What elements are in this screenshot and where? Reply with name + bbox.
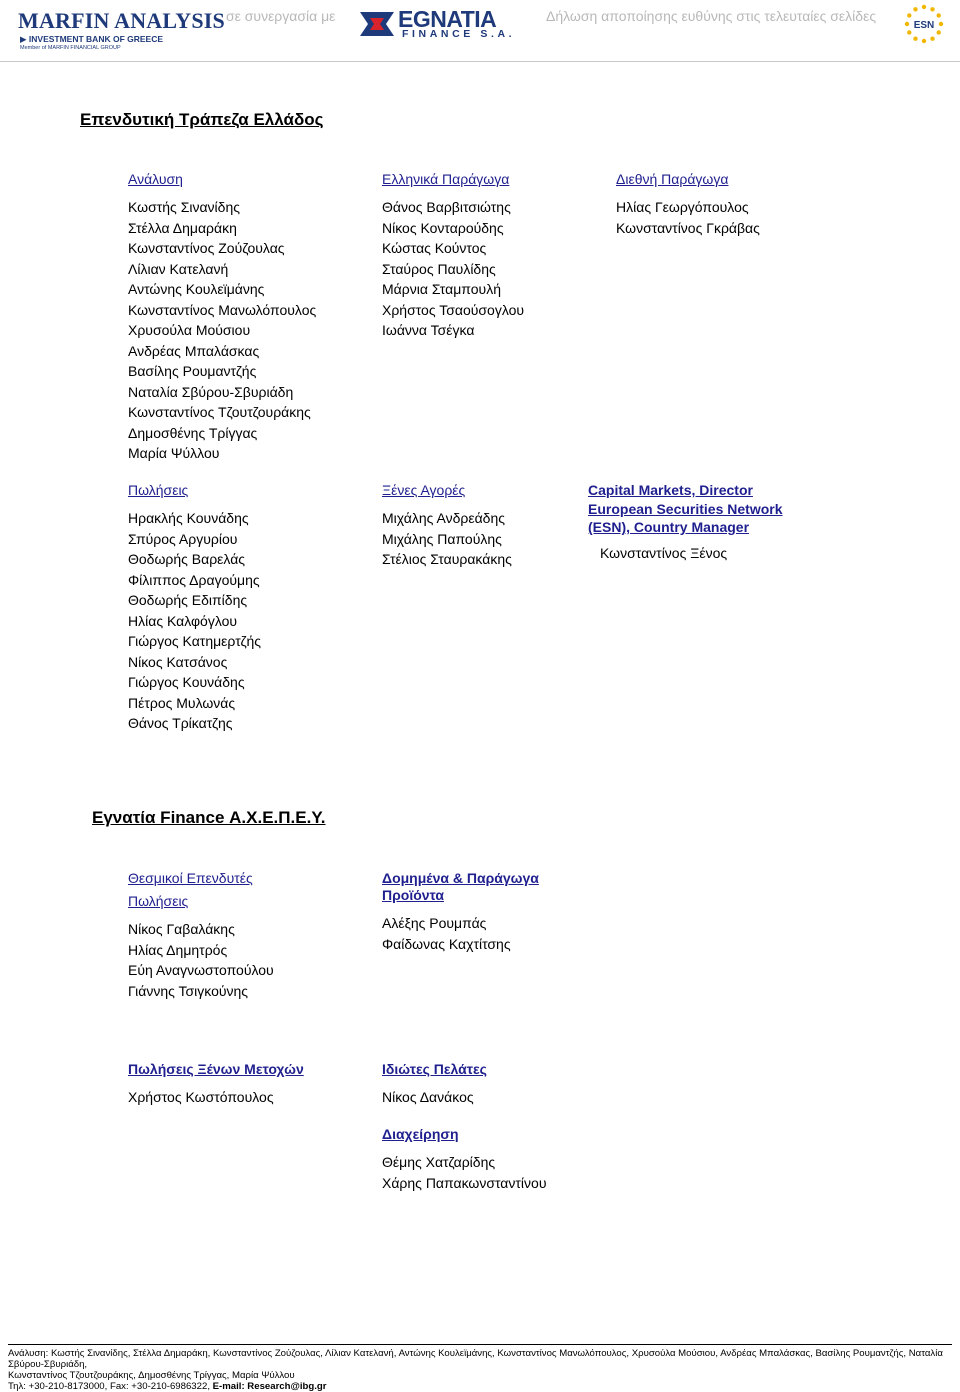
list-item: Χρήστος Κωστόπουλος — [128, 1089, 274, 1105]
analysis-heading: Ανάλυση — [128, 171, 183, 187]
list-item: Θοδωρής Εδιπίδης — [128, 592, 248, 608]
analysis-names — [128, 197, 316, 464]
structured-products-heading-line2: Προϊόντα — [382, 887, 445, 903]
list-item: Μάρνια Σταμπουλή — [382, 281, 501, 297]
esn-network-heading: European Securities Network — [588, 501, 783, 517]
list-item: Ηλίας Καλφόγλου — [128, 612, 238, 629]
page-header — [0, 0, 960, 62]
list-item: Κωνσταντίνος Τζουτζουράκης — [128, 404, 311, 420]
greek-derivatives-heading: Ελληνικά Παράγωγα — [382, 171, 510, 187]
list-item: Λίλιαν Κατελανή — [128, 260, 229, 277]
egnatia-logo-subtitle: FINANCE S.A. — [402, 28, 516, 40]
list-item: Θέμης Χατζαρίδης — [382, 1154, 496, 1170]
list-item: Νίκος Κονταρούδης — [382, 219, 504, 236]
list-item: Βασίλης Ρουμαντζής — [128, 363, 257, 379]
list-item: Ηλίας Δημητρός — [128, 941, 228, 958]
esn-logo-label: ESN — [913, 20, 935, 31]
foreign-equity-sales-names — [128, 1087, 304, 1108]
list-item: Ηρακλής Κουνάδης — [128, 510, 249, 526]
list-item: Φαίδωνας Καχτίτσης — [382, 935, 511, 952]
list-item: Χρυσούλα Μούσιου — [128, 322, 251, 338]
intl-derivatives-column — [616, 171, 760, 238]
egnatia-mark-icon — [360, 10, 394, 38]
collaboration-text: σε συνεργασία με — [226, 8, 336, 24]
list-item: Χάρης Παπακωνσταντίνου — [382, 1174, 547, 1191]
list-item: Νίκος Δανάκος — [382, 1089, 474, 1105]
egnatia-logo-name: EGNATIA — [398, 6, 497, 32]
list-item: Ναταλία Σβύρου-Σβυριάδη — [128, 383, 294, 400]
list-item: Κωνσταντίνος Ζούζουλας — [128, 240, 285, 256]
foreign-markets-heading: Ξένες Αγορές — [382, 482, 466, 498]
private-clients-names — [382, 1087, 487, 1108]
list-item: Θοδωρής Βαρελάς — [128, 551, 246, 567]
foreign-markets-column — [382, 482, 512, 570]
list-item: Σπύρος Αργυρίου — [128, 530, 238, 547]
list-item: Ηλίας Γεωργόπουλος — [616, 199, 749, 215]
management-names — [382, 1152, 547, 1193]
list-item: Κωνσταντίνος Μανωλόπουλος — [128, 301, 317, 318]
esn-country-manager-heading: (ESN), Country Manager — [588, 519, 750, 535]
intl-derivatives-heading: Διεθνή Παράγωγα — [616, 171, 729, 187]
institutional-investors-column — [128, 870, 274, 1001]
list-item: Γιώργος Κουνάδης — [128, 674, 245, 690]
private-clients-column — [382, 1061, 487, 1108]
list-item: Εύη Αναγνωστοπούλου — [128, 962, 274, 978]
footer-contact-line — [8, 1381, 954, 1392]
list-item: Αλέξης Ρουμπάς — [382, 915, 487, 931]
list-item: Νίκος Κατσάνος — [128, 653, 228, 670]
header-divider — [0, 61, 960, 62]
list-item: Φίλιππος Δραγούμης — [128, 571, 260, 588]
marfin-analysis-logo — [18, 8, 225, 52]
institutional-sales-heading: Πωλήσεις — [128, 893, 189, 909]
disclaimer-note: Δήλωση αποποίησης ευθύνης στις τελευταίες σελίδες — [546, 8, 877, 24]
footer-analysts-line-1: Ανάλυση: Κωστής Σινανίδης, Στέλλα Δημαράκη, Κωνσταντίνος Ζούζουλας, Λίλιαν Κατελανή, Αντώνης Κουλεϊμάνης, Κωνσταντίνος Μανωλόπουλος, Χρυσούλα Μούσιου, Ανδρέας Μπαλάσκας, Βασίλης Ρουμαντζής, Ναταλία Σβύρου-Σβυριάδη, — [8, 1348, 943, 1370]
list-item: Κωνσταντίνος Γκράβας — [616, 219, 760, 236]
list-item: Γιάννης Τσιγκούνης — [128, 982, 249, 999]
list-item: Ιωάννα Τσέγκα — [382, 322, 475, 338]
structured-products-names — [382, 913, 539, 954]
list-item: Νίκος Γαβαλάκης — [128, 921, 235, 937]
footer-email: E-mail: Research@ibg.gr — [212, 1381, 327, 1392]
page-footer — [8, 1348, 954, 1392]
list-item: Δημοσθένης Τρίγγας — [128, 424, 258, 441]
list-item: Θάνος Βαρβιτσιώτης — [382, 199, 511, 215]
foreign-equity-sales-heading: Πωλήσεις Ξένων Μετοχών — [128, 1061, 304, 1077]
list-item: Αντώνης Κουλεϊμάνης — [128, 281, 265, 297]
capital-markets-column — [588, 482, 783, 562]
greek-derivatives-names — [382, 197, 524, 341]
list-item: Κωστής Σινανίδης — [128, 199, 240, 215]
list-item: Ανδρέας Μπαλάσκας — [128, 342, 260, 359]
intl-derivatives-names — [616, 197, 760, 238]
management-column — [382, 1126, 547, 1193]
esn-star-ring-icon — [904, 4, 944, 44]
management-heading: Διαχείρηση — [382, 1126, 459, 1142]
list-item: Γιώργος Κατημερτζής — [128, 633, 261, 649]
sales-names — [128, 508, 261, 734]
list-item: Κώστας Κούντος — [382, 240, 487, 256]
list-item: Μιχάλης Παπούλης — [382, 530, 502, 547]
marfin-logo-title: MARFIN ANALYSIS — [18, 8, 225, 33]
footer-analysts-line-2: Κωνσταντίνος Τζουτζουράκης, Δημοσθένης Τρίγγας, Μαρία Ψύλλου — [8, 1370, 295, 1381]
section-title-egnatia-finance: Εγνατία Finance Α.Χ.Ε.Π.Ε.Υ. — [92, 808, 326, 827]
list-item: Θάνος Τρίκατζης — [128, 715, 233, 731]
list-item: Στέλλα Δημαράκη — [128, 219, 237, 236]
sales-column — [128, 482, 261, 734]
esn-logo — [904, 4, 944, 44]
list-item: Στέλιος Σταυρακάκης — [382, 551, 512, 567]
list-item: Πέτρος Μυλωνάς — [128, 694, 236, 711]
capital-markets-director-name: Κωνσταντίνος Ξένος — [600, 545, 728, 561]
institutional-names — [128, 919, 274, 1001]
footer-phone-fax: Τηλ: +30-210-8173000, Fax: +30-210-6986322, — [8, 1381, 210, 1392]
marfin-logo-member-line: Member of MARFIN FINANCIAL GROUP — [20, 45, 121, 51]
sales-heading: Πωλήσεις — [128, 482, 189, 498]
footer-divider — [8, 1344, 952, 1345]
egnatia-finance-logo — [360, 6, 516, 42]
foreign-equity-sales-column — [128, 1061, 304, 1108]
list-item: Χρήστος Τσαούσογλου — [382, 301, 525, 318]
list-item: Σταύρος Παυλίδης — [382, 260, 496, 277]
section-title-investment-bank: Επενδυτική Τράπεζα Ελλάδος — [80, 110, 324, 129]
list-item: Μιχάλης Ανδρεάδης — [382, 510, 505, 526]
marfin-logo-subtitle: ▶ INVESTMENT BANK OF GREECE — [20, 34, 164, 44]
institutional-investors-heading: Θεσμικοί Επενδυτές — [128, 870, 253, 886]
foreign-markets-names — [382, 508, 512, 570]
structured-products-heading: Δομημένα & Παράγωγα — [382, 870, 539, 886]
structured-products-column — [382, 870, 539, 954]
list-item: Μαρία Ψύλλου — [128, 445, 220, 461]
capital-markets-heading: Capital Markets, Director — [588, 482, 753, 498]
greek-derivatives-column — [382, 171, 524, 341]
private-clients-heading: Ιδιώτες Πελάτες — [382, 1061, 487, 1077]
analysis-column — [128, 171, 316, 464]
